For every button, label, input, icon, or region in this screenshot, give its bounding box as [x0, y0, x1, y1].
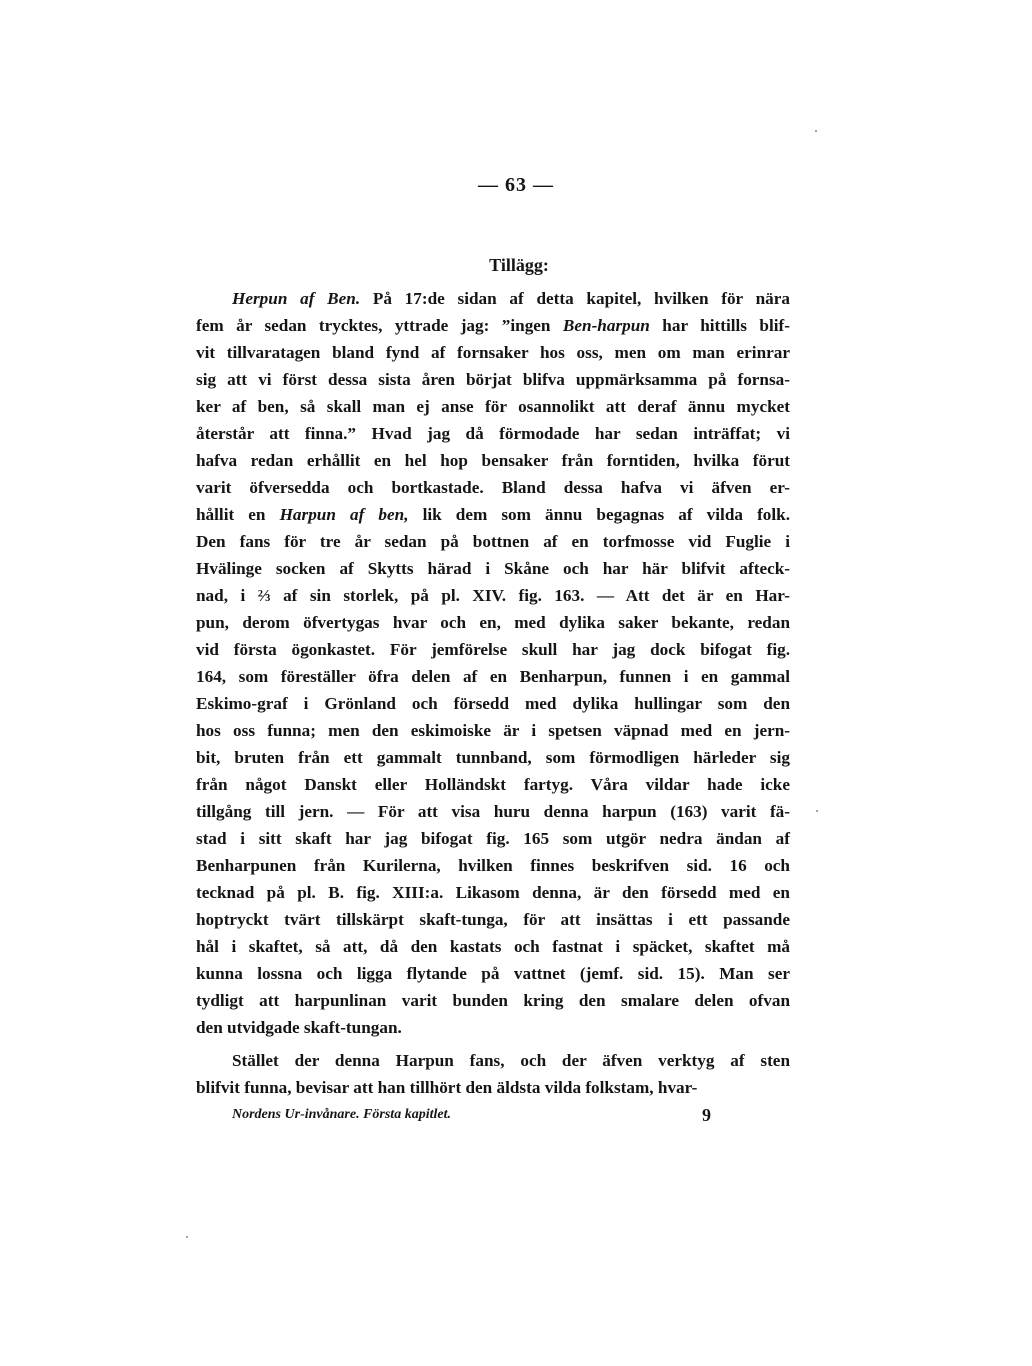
text-segment: pun, derom öfvertygas hvar och en, med dylika saker bekante, redan — [196, 613, 790, 632]
text-line — [196, 1074, 790, 1101]
text-segment: har hittills blif- — [649, 316, 790, 335]
italic-text: Harpun af ben, — [279, 505, 409, 524]
text-segment: tillgång till jern. — För att visa huru denna harpun (163) varit fä- — [196, 802, 790, 821]
text-line — [196, 474, 790, 501]
text-line — [196, 852, 790, 879]
text-line — [196, 609, 790, 636]
italic-text: Herpun af Ben. — [232, 289, 361, 308]
scan-speck — [816, 810, 818, 812]
text-segment: bit, bruten från ett gammalt tunnband, som förmodligen härleder sig — [196, 748, 790, 767]
text-segment: kunna lossna och ligga flytande på vattnet (jemf. sid. 15). Man ser — [196, 964, 790, 983]
text-segment: vid första ögonkastet. För jemförelse skull har jag dock bifogat fig. — [196, 640, 790, 659]
text-line — [196, 555, 790, 582]
text-line — [196, 744, 790, 771]
text-line — [196, 1014, 790, 1041]
text-line — [196, 312, 790, 339]
text-segment: hållit en — [196, 505, 280, 524]
page-footer — [232, 1107, 732, 1131]
text-segment: Stället der denna Harpun fans, och der äfven verktyg af sten — [232, 1051, 790, 1070]
text-line — [196, 285, 790, 312]
text-line — [196, 933, 790, 960]
text-segment: 164, som föreställer öfra delen af en Benharpun, funnen i en gammal — [196, 667, 790, 686]
text-line — [196, 447, 790, 474]
text-segment: varit öfversedda och bortkastade. Bland dessa hafva vi äfven er- — [196, 478, 790, 497]
text-line — [196, 987, 790, 1014]
text-segment: vit tillvaratagen bland fynd af fornsaker hos oss, men om man erinrar — [196, 343, 790, 362]
paragraph — [196, 285, 790, 1041]
text-segment: återstår att finna.” Hvad jag då förmodade har sedan inträffat; vi — [196, 424, 790, 443]
text-line — [196, 663, 790, 690]
scan-speck — [186, 1236, 188, 1238]
text-segment: den utvidgade skaft-tungan. — [196, 1018, 402, 1037]
text-segment: tydligt att harpunlinan varit bunden kring den smalare delen ofvan — [196, 991, 790, 1010]
text-segment: Eskimo-graf i Grönland och försedd med dylika hullingar som den — [196, 694, 790, 713]
text-line — [196, 771, 790, 798]
text-line — [196, 339, 790, 366]
text-segment: stad i sitt skaft har jag bifogat fig. 165 som utgör nedra ändan af — [196, 829, 790, 848]
text-segment: På 17:de sidan af detta kapitel, hvilken för nära — [360, 289, 790, 308]
text-line — [196, 1047, 790, 1074]
text-segment: tecknad på pl. B. fig. XIII:a. Likasom denna, är den försedd med en — [196, 883, 790, 902]
text-segment: blifvit funna, bevisar att han tillhört den äldsta vilda folkstam, hvar- — [196, 1078, 698, 1097]
text-line — [196, 690, 790, 717]
text-segment: hoptryckt tvärt tillskärpt skaft-tunga, för att insättas i ett passande — [196, 910, 790, 929]
text-line — [196, 636, 790, 663]
page-number: — 63 — — [478, 174, 554, 196]
text-segment: nad, i ⅔ af sin storlek, på pl. XIV. fig. 163. — Att det är en Har- — [196, 586, 790, 605]
text-line — [196, 420, 790, 447]
text-segment: fem år sedan trycktes, yttrade jag: ”ingen — [196, 316, 563, 335]
text-segment: Den fans för tre år sedan på bottnen af en torfmosse vid Fuglie i — [196, 532, 790, 551]
paragraph — [196, 1047, 790, 1101]
text-segment: lik dem som ännu begagnas af vilda folk. — [408, 505, 791, 524]
text-segment: hafva redan erhållit en hel hop bensaker från forntiden, hvilka förut — [196, 451, 790, 470]
text-line — [196, 717, 790, 744]
text-line — [196, 879, 790, 906]
body-text — [196, 285, 790, 1101]
text-segment: ker af ben, så skall man ej anse för osannolikt att deraf ännu mycket — [196, 397, 790, 416]
scan-speck — [815, 130, 817, 132]
text-line — [196, 393, 790, 420]
text-segment: Benharpunen från Kurilerna, hvilken finnes beskrifven sid. 16 och — [196, 856, 790, 875]
text-line — [196, 582, 790, 609]
footer-signature: Nordens Ur-invånare. Första kapitlet. — [232, 1107, 451, 1122]
text-segment: sig att vi först dessa sista åren börjat blifva uppmärksamma på fornsa- — [196, 370, 790, 389]
text-line — [196, 528, 790, 555]
text-line — [196, 798, 790, 825]
text-segment: hål i skaftet, så att, då den kastats och fastnat i späcket, skaftet må — [196, 937, 790, 956]
text-line — [196, 906, 790, 933]
text-segment: hos oss funna; men den eskimoiske är i spetsen väpnad med en jern- — [196, 721, 790, 740]
sheet-number: 9 — [702, 1105, 711, 1125]
italic-text: Ben-harpun — [562, 316, 650, 335]
text-line — [196, 366, 790, 393]
section-heading: Tillägg: — [489, 255, 549, 275]
text-segment: från något Danskt eller Holländskt fartyg. Våra vildar hade icke — [196, 775, 790, 794]
text-line — [196, 501, 790, 528]
text-line — [196, 960, 790, 987]
text-segment: Hvälinge socken af Skytts härad i Skåne och har här blifvit afteck- — [196, 559, 790, 578]
text-line — [196, 825, 790, 852]
